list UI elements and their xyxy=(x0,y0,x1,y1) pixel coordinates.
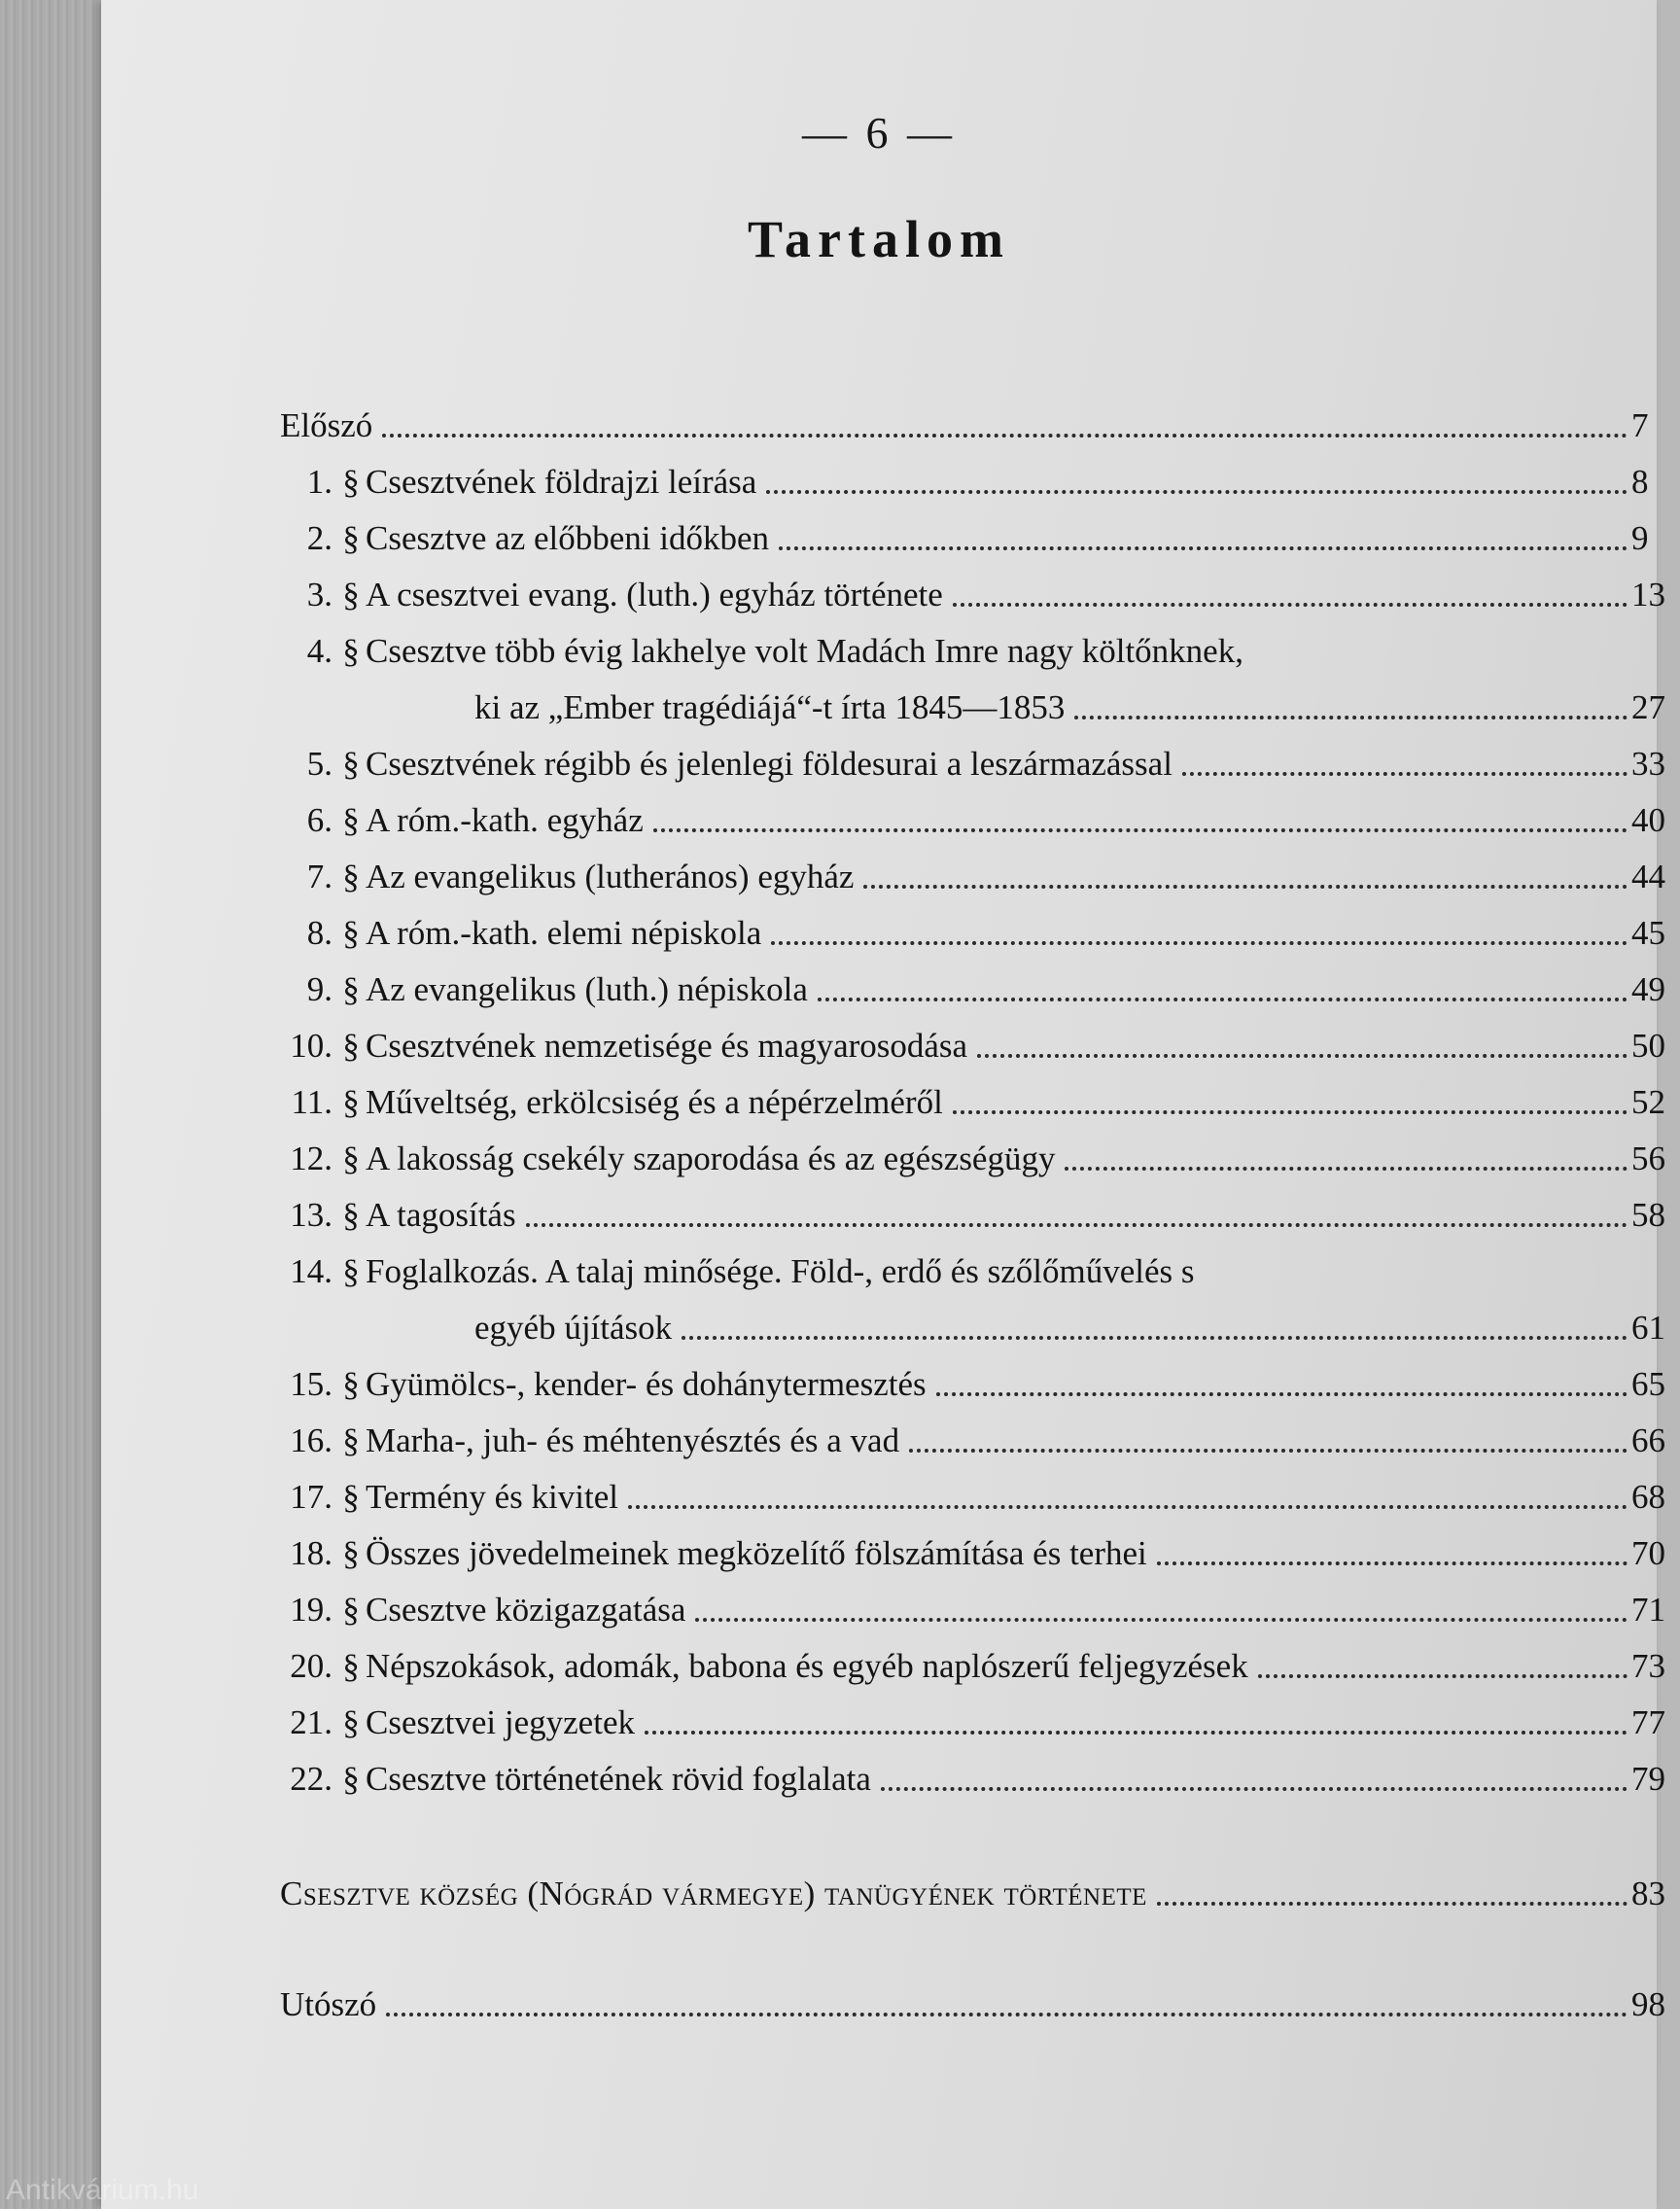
toc-entry xyxy=(280,1009,1680,1066)
leader-dots xyxy=(909,1439,1628,1453)
page-number: — 6 — xyxy=(802,108,956,158)
section-sign: § xyxy=(342,1534,360,1572)
toc-entry-page: 50 xyxy=(1631,1027,1665,1065)
watermark: Antikvárium.hu xyxy=(6,2174,199,2206)
section-sign: § xyxy=(342,745,360,783)
toc-entry-label: A tagosítás xyxy=(366,1196,516,1234)
toc-entry-label: Csesztvének régibb és jelenlegi földesurai a leszármazással xyxy=(366,745,1172,783)
section-sign: § xyxy=(342,1196,360,1234)
toc-entry-label-continued: egyéb újítások xyxy=(474,1309,673,1347)
toc-entry-label: Csesztve több évig lakhelye volt Madách Imre nagy költőnknek, xyxy=(366,632,1243,670)
toc-entry-label: Utószó xyxy=(280,1985,377,2023)
chapter-number: 19. xyxy=(290,1591,332,1629)
chapter-list xyxy=(280,445,1680,1799)
chapter-number: 2. xyxy=(306,519,332,557)
toc-entry-label: Csesztve történetének rövid foglalata xyxy=(366,1760,871,1798)
toc-entry-label: A csesztvei evang. (luth.) egyház története xyxy=(366,576,943,614)
chapter-number: 14. xyxy=(290,1252,332,1290)
toc-entry-label: A róm.-kath. elemi népiskola xyxy=(366,914,762,952)
toc-entry-label: Gyümölcs-, kender- és dohánytermesztés xyxy=(366,1365,927,1403)
toc-entry-label: Előszó xyxy=(280,406,373,444)
toc-entry xyxy=(280,1178,1680,1235)
leader-dots xyxy=(1258,1665,1628,1678)
toc-entry xyxy=(280,1686,1680,1742)
chapter-number: 1. xyxy=(306,463,332,501)
toc-entry-continuation xyxy=(280,671,1680,727)
toc-entry-label: A lakosság csekély szaporodása és az egészségügy xyxy=(366,1140,1056,1177)
table-of-contents xyxy=(280,389,1680,2024)
toc-entry-label: Csesztve az előbbeni időkben xyxy=(366,519,770,557)
toc-entry-page: 79 xyxy=(1631,1760,1665,1798)
toc-entry-page: 49 xyxy=(1631,970,1665,1008)
toc-entry-label: Az evangelikus (luth.) népiskola xyxy=(366,970,808,1008)
toc-entry xyxy=(280,614,1680,671)
chapter-number: 22. xyxy=(290,1760,332,1798)
toc-entry-label: Műveltség, erkölcsiség és a népérzelméről xyxy=(366,1083,943,1121)
toc-entry-page: 77 xyxy=(1631,1703,1665,1741)
toc-entry-page: 9 xyxy=(1631,519,1649,557)
section-sign: § xyxy=(342,970,360,1008)
toc-entry-page: 27 xyxy=(1631,688,1665,726)
leader-dots xyxy=(628,1495,1628,1509)
toc-entry-page: 44 xyxy=(1631,858,1665,895)
toc-entry xyxy=(280,840,1680,896)
toc-entry xyxy=(280,558,1680,614)
section-sign: § xyxy=(342,1140,360,1177)
chapter-number: 15. xyxy=(290,1365,332,1403)
toc-entry-page: 45 xyxy=(1631,914,1665,952)
toc-entry xyxy=(280,727,1680,784)
toc-entry xyxy=(280,1742,1680,1799)
toc-entry-page: 13 xyxy=(1631,576,1665,614)
toc-entry-label: Csesztvének földrajzi leírása xyxy=(366,463,757,501)
leader-dots xyxy=(1157,1892,1628,1906)
leader-dots xyxy=(526,1213,1628,1227)
chapter-number: 9. xyxy=(306,970,332,1008)
toc-entry-page: 40 xyxy=(1631,801,1665,839)
section-sign: § xyxy=(342,1703,360,1741)
section-sign: § xyxy=(342,1252,360,1290)
toc-entry xyxy=(280,445,1680,502)
chapter-number: 20. xyxy=(290,1647,332,1685)
toc-entry-page: 7 xyxy=(1631,406,1649,444)
book-page xyxy=(101,0,1665,2209)
toc-entry-label: Termény és kivitel xyxy=(366,1478,618,1516)
toc-entry-label: Népszokások, adomák, babona és egyéb naplószerű feljegyzések xyxy=(366,1647,1248,1685)
leader-dots xyxy=(953,593,1628,607)
spacer xyxy=(280,1913,1680,1968)
toc-entry xyxy=(280,1630,1680,1686)
section-sign: § xyxy=(342,1591,360,1629)
leader-dots xyxy=(382,424,1628,438)
section-sign: § xyxy=(342,1365,360,1403)
toc-entry xyxy=(280,784,1680,840)
leader-dots xyxy=(977,1044,1628,1058)
toc-entry xyxy=(280,953,1680,1009)
leader-dots xyxy=(881,1777,1628,1791)
leader-dots xyxy=(863,875,1628,889)
toc-entry-page: 8 xyxy=(1631,463,1649,501)
toc-entry-page: 52 xyxy=(1631,1083,1665,1121)
leader-dots xyxy=(645,1721,1628,1735)
toc-entry-page: 68 xyxy=(1631,1478,1665,1516)
toc-entry-page: 58 xyxy=(1631,1196,1665,1234)
toc-entry-page: 71 xyxy=(1631,1591,1665,1629)
toc-entry-preface xyxy=(280,389,1680,445)
leader-dots xyxy=(953,1101,1628,1114)
toc-entry-appendix xyxy=(280,1857,1680,1913)
chapter-number: 10. xyxy=(290,1027,332,1065)
toc-entry-label: Csesztve község (Nógrád vármegye) tanügyének története xyxy=(280,1875,1147,1912)
toc-entry-page: 65 xyxy=(1631,1365,1665,1403)
toc-entry-label: A róm.-kath. egyház xyxy=(366,801,644,839)
chapter-number: 17. xyxy=(290,1478,332,1516)
section-sign: § xyxy=(342,1760,360,1798)
chapter-number: 6. xyxy=(306,801,332,839)
section-sign: § xyxy=(342,1478,360,1516)
section-sign: § xyxy=(342,576,360,614)
leader-dots xyxy=(386,2003,1628,2016)
leader-dots xyxy=(682,1326,1628,1340)
section-sign: § xyxy=(342,1027,360,1065)
chapter-number: 11. xyxy=(291,1083,332,1121)
toc-entry xyxy=(280,1404,1680,1460)
toc-entry-afterword xyxy=(280,1968,1680,2024)
spacer xyxy=(280,1799,1680,1857)
toc-entry xyxy=(280,1235,1680,1291)
toc-entry xyxy=(280,1573,1680,1630)
leader-dots xyxy=(1182,762,1628,776)
toc-entry-label: Marha-, juh- és méhtenyésztés és a vad xyxy=(366,1421,900,1459)
toc-entry-page: 70 xyxy=(1631,1534,1665,1572)
page-title: Tartalom xyxy=(748,210,1010,268)
toc-entry-label-continued: ki az „Ember tragédiájá“-t írta 1845—1853 xyxy=(474,688,1066,726)
section-sign: § xyxy=(342,914,360,952)
chapter-number: 13. xyxy=(290,1196,332,1234)
toc-entry-label: Csesztvei jegyzetek xyxy=(366,1703,635,1741)
leader-dots xyxy=(779,537,1628,550)
chapter-number: 8. xyxy=(306,914,332,952)
leader-dots xyxy=(695,1608,1628,1622)
toc-entry-page: 33 xyxy=(1631,745,1665,783)
toc-entry-label: Foglalkozás. A talaj minősége. Föld-, erdő és szőlőművelés s xyxy=(366,1252,1195,1290)
leader-dots xyxy=(818,988,1628,1001)
toc-entry-label: Csesztvének nemzetisége és magyarosodása xyxy=(366,1027,968,1065)
chapter-number: 5. xyxy=(306,745,332,783)
toc-entry-page: 56 xyxy=(1631,1140,1665,1177)
toc-entry xyxy=(280,1348,1680,1404)
chapter-number: 12. xyxy=(290,1140,332,1177)
toc-entry xyxy=(280,1066,1680,1122)
chapter-number: 18. xyxy=(290,1534,332,1572)
toc-entry-continuation xyxy=(280,1291,1680,1348)
section-sign: § xyxy=(342,858,360,895)
toc-entry-label: Csesztve közigazgatása xyxy=(366,1591,686,1629)
toc-entry-page: 83 xyxy=(1631,1875,1665,1912)
toc-entry-page: 61 xyxy=(1631,1309,1665,1347)
leader-dots xyxy=(771,931,1628,945)
toc-entry xyxy=(280,1122,1680,1178)
toc-entry-page: 98 xyxy=(1631,1985,1665,2023)
toc-entry-label: Összes jövedelmeinek megközelítő fölszámítása és terhei xyxy=(366,1534,1147,1572)
leader-dots xyxy=(766,480,1628,494)
leader-dots xyxy=(1074,706,1628,719)
section-sign: § xyxy=(342,1647,360,1685)
toc-entry-page: 66 xyxy=(1631,1421,1665,1459)
leader-dots xyxy=(936,1383,1628,1396)
chapter-number: 4. xyxy=(306,632,332,670)
leader-dots xyxy=(1157,1552,1628,1565)
leader-dots xyxy=(1065,1157,1628,1171)
toc-entry-page: 73 xyxy=(1631,1647,1665,1685)
toc-entry xyxy=(280,1517,1680,1573)
section-sign: § xyxy=(342,519,360,557)
adjacent-page-edge xyxy=(0,0,101,2209)
section-sign: § xyxy=(342,801,360,839)
toc-entry xyxy=(280,896,1680,953)
leader-dots xyxy=(653,819,1628,832)
toc-entry xyxy=(280,502,1680,558)
section-sign: § xyxy=(342,632,360,670)
toc-entry-label: Az evangelikus (lutherános) egyház xyxy=(366,858,855,895)
toc-entry xyxy=(280,1460,1680,1517)
chapter-number: 7. xyxy=(306,858,332,895)
chapter-number: 3. xyxy=(306,576,332,614)
section-sign: § xyxy=(342,463,360,501)
chapter-number: 16. xyxy=(290,1421,332,1459)
chapter-number: 21. xyxy=(290,1703,332,1741)
section-sign: § xyxy=(342,1083,360,1121)
section-sign: § xyxy=(342,1421,360,1459)
